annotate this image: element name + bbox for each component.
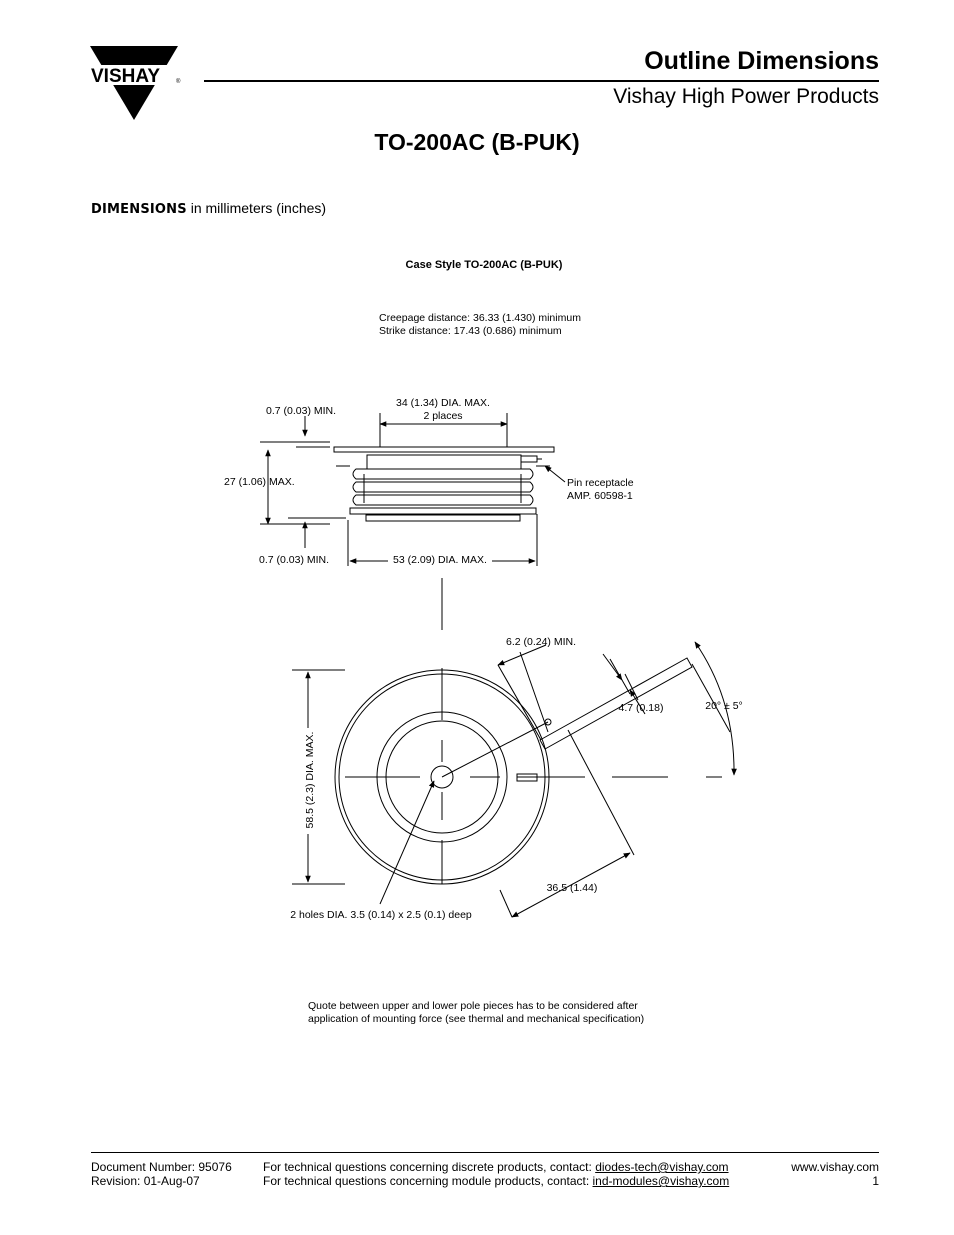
bottom-dia-label: 53 (2.09) DIA. MAX. (393, 554, 487, 566)
logo-text: VISHAY (91, 66, 160, 87)
lead-width-label: 4.7 (0.18) (618, 702, 664, 714)
footer-contacts (263, 1160, 729, 1188)
lead-length-label: 36.5 (1.44) (546, 882, 598, 894)
page-title: Outline Dimensions (644, 47, 879, 75)
page-subtitle: Vishay High Power Products (613, 85, 879, 108)
bottom-min-label: 0.7 (0.03) MIN. (259, 554, 330, 566)
package-title: TO-200AC (B-PUK) (374, 129, 580, 155)
outer-dia-label: 58.5 (2.3) DIA. MAX. (304, 731, 316, 829)
discrete-contact-text: For technical questions concerning discrete products, contact: (263, 1160, 596, 1174)
note-line-1: Quote between upper and lower pole pieces has to be considered after (308, 1000, 638, 1012)
svg-text:®: ® (176, 79, 181, 85)
pin-receptacle-label-2: AMP. 60598-1 (567, 490, 633, 502)
document-number: Document Number: 95076 (91, 1160, 232, 1174)
top-dia-label-1: 34 (1.34) DIA. MAX. (396, 397, 490, 409)
case-style-label: Case Style TO-200AC (B-PUK) (405, 259, 563, 271)
footer-rule (91, 1152, 879, 1153)
module-contact (263, 1174, 729, 1188)
top-min-label: 0.7 (0.03) MIN. (266, 405, 337, 417)
module-email-link[interactable]: ind-modules@vishay.com (592, 1174, 730, 1188)
discrete-email-link[interactable]: diodes-tech@vishay.com (595, 1160, 729, 1174)
page-number: 1 (872, 1174, 879, 1188)
pin-receptacle-label-1: Pin receptacle (567, 477, 634, 489)
website-link[interactable]: www.vishay.com (791, 1160, 879, 1174)
discrete-contact (263, 1160, 729, 1174)
note-line-2: application of mounting force (see thermal and mechanical specification) (308, 1013, 645, 1025)
dimensions-heading-rest: in millimeters (inches) (186, 200, 327, 216)
footer-doc-info (91, 1160, 232, 1188)
holes-label: 2 holes DIA. 3.5 (0.14) x 2.5 (0.1) deep (290, 909, 472, 921)
dimensions-heading-bold: DIMENSIONS (91, 202, 187, 217)
top-view (335, 578, 722, 884)
lead-min-label: 6.2 (0.24) MIN. (505, 636, 577, 648)
footer-right (791, 1160, 879, 1188)
creepage-label: Creepage distance: 36.33 (1.430) minimum (379, 312, 581, 324)
strike-label: Strike distance: 17.43 (0.686) minimum (379, 325, 562, 337)
angle-label: 20° ± 5° (705, 700, 743, 712)
revision: Revision: 01-Aug-07 (91, 1174, 200, 1188)
height-max-label: 27 (1.06) MAX. (224, 476, 295, 488)
module-contact-text: For technical questions concerning module products, contact: (263, 1174, 593, 1188)
top-dia-label-2: 2 places (423, 410, 463, 422)
side-view (334, 447, 554, 521)
